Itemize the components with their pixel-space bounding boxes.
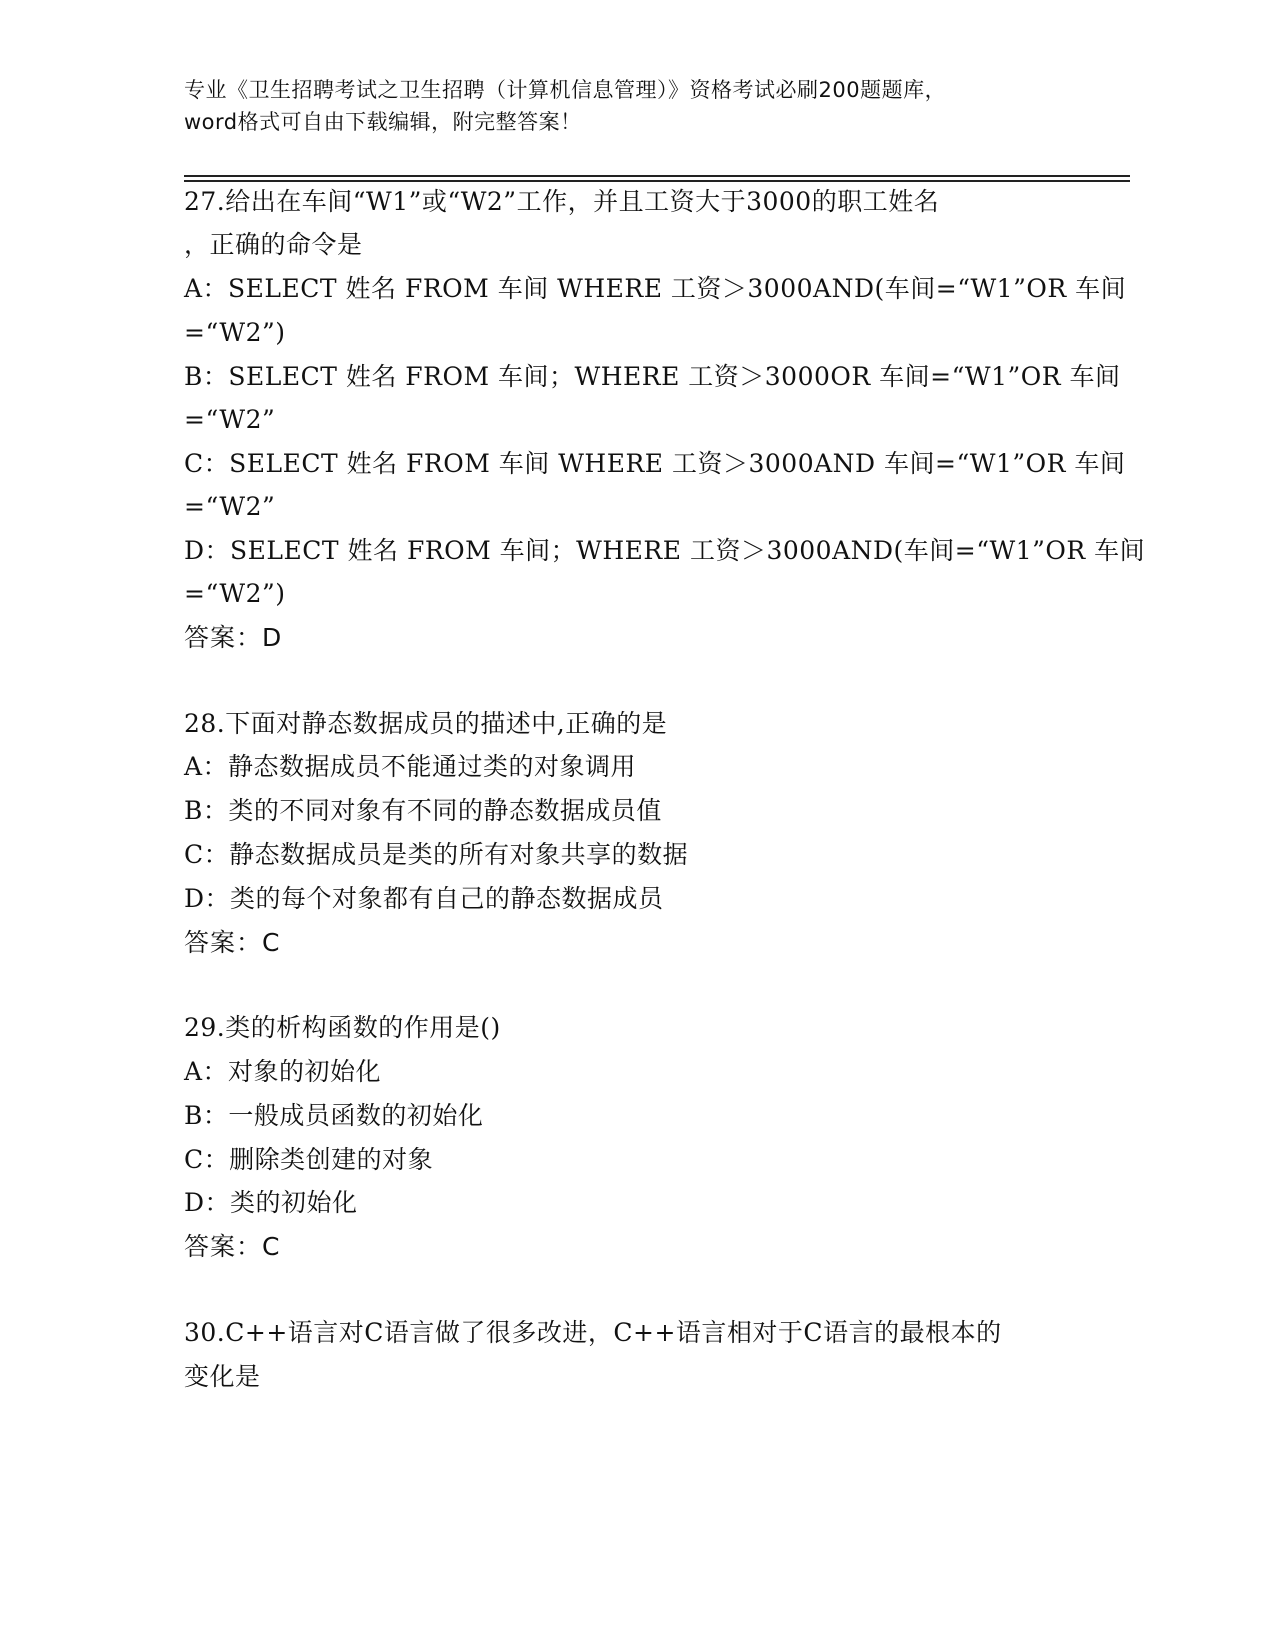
question-27-option-d-line-1: D：SELECT 姓名 FROM 车间；WHERE 工资＞3000AND(车间=“W1”OR 车间: [184, 536, 1146, 565]
question-29-option-b: B：一般成员函数的初始化: [184, 1101, 484, 1130]
header-line-2: word格式可自由下载编辑，附完整答案！: [184, 110, 582, 134]
question-29-answer: 答案：C: [184, 1232, 281, 1261]
question-30-stem-line-1: 30.C++语言对C语言做了很多改进，C++语言相对于C语言的最根本的: [184, 1318, 1002, 1347]
question-28-stem: 28.下面对静态数据成员的描述中,正确的是: [184, 709, 668, 738]
question-27-option-a-line-2: =“W2”): [184, 318, 286, 347]
question-28-option-d: D：类的每个对象都有自己的静态数据成员: [184, 884, 664, 913]
header-divider-bottom: [184, 180, 1130, 182]
header-divider-top: [184, 175, 1130, 177]
question-29-option-c: C：删除类创建的对象: [184, 1145, 434, 1174]
question-27-option-b-line-2: =“W2”: [184, 405, 276, 434]
question-29-option-a: A：对象的初始化: [184, 1057, 382, 1086]
question-29-stem: 29.类的析构函数的作用是(): [184, 1013, 501, 1042]
question-28-option-a: A：静态数据成员不能通过类的对象调用: [184, 752, 637, 781]
question-27-option-d-line-2: =“W2”): [184, 579, 286, 608]
question-27-option-c-line-1: C：SELECT 姓名 FROM 车间 WHERE 工资＞3000AND 车间=“W1”OR 车间: [184, 449, 1126, 478]
question-27-stem-line-2: ，正确的命令是: [184, 230, 363, 259]
question-30-stem-line-2: 变化是: [184, 1362, 261, 1391]
question-27-stem-line-1: 27.给出在车间“W1”或“W2”工作，并且工资大于3000的职工姓名: [184, 187, 940, 216]
question-27-option-a-line-1: A：SELECT 姓名 FROM 车间 WHERE 工资＞3000AND(车间=“W1”OR 车间: [184, 274, 1127, 303]
question-27-answer: 答案：D: [184, 623, 283, 652]
question-27-option-c-line-2: =“W2”: [184, 492, 276, 521]
question-28-answer: 答案：C: [184, 928, 281, 957]
header-line-1: 专业《卫生招聘考试之卫生招聘（计算机信息管理）》资格考试必刷200题题库，: [184, 78, 947, 102]
question-27-option-b-line-1: B：SELECT 姓名 FROM 车间；WHERE 工资＞3000OR 车间=“W1”OR 车间: [184, 362, 1121, 391]
question-28-option-c: C：静态数据成员是类的所有对象共享的数据: [184, 840, 689, 869]
document-header: [184, 74, 1104, 138]
question-29-option-d: D：类的初始化: [184, 1188, 358, 1217]
question-28-option-b: B：类的不同对象有不同的静态数据成员值: [184, 796, 662, 825]
